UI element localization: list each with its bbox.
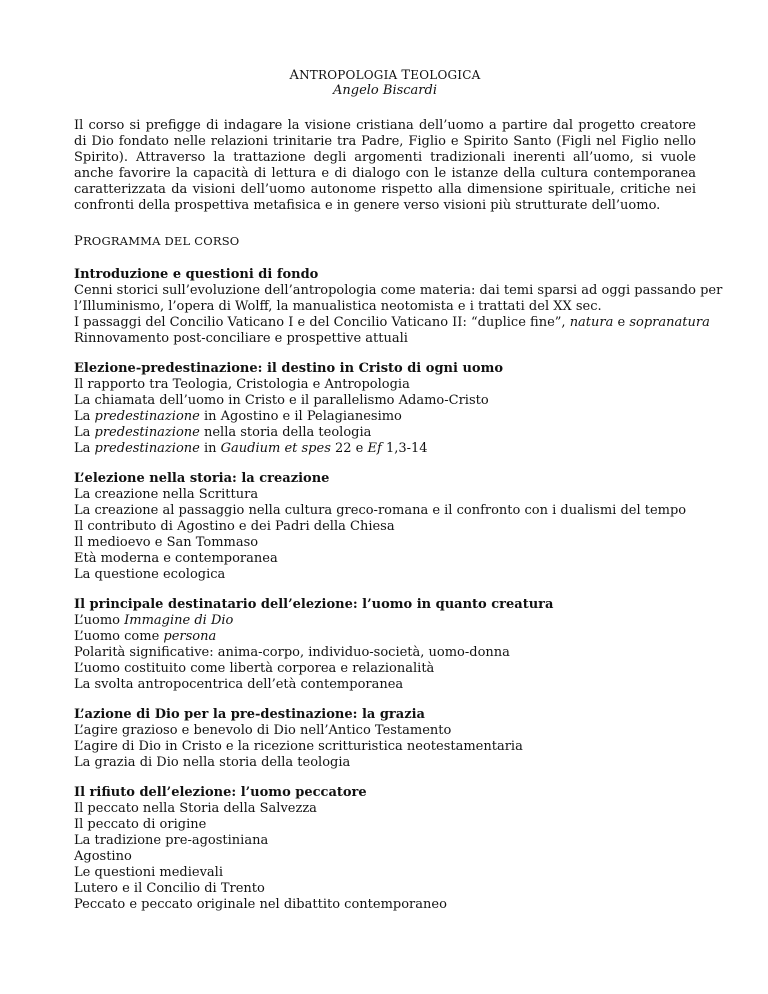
line-text: La <box>74 441 95 456</box>
intro-paragraph: Il corso si prefigge di indagare la visione cristiana dell’uomo a partire dal progetto creatore di Dio fondato nelle relazioni trinitarie tra Padre, Figlio e Spirito Santo (Figli nel Figlio nello Spirito). Attraverso la trattazione degli argomenti tradizionali inerenti all’uomo, si vuole anche favorire la capacità di lettura e di dialogo con le istanze della cultura contemporanea caratterizzata da visioni dell’uomo autonome rispetto alla dimensione spirituale, critiche nei confronti della prospettiva metafisica e in genere verso visioni più strutturate dell’uomo. <box>74 118 696 213</box>
title-cap-t: T <box>401 68 411 83</box>
section-line: Rinnovamento post-conciliare e prospettive attuali <box>74 331 408 346</box>
section-line <box>74 629 696 645</box>
italic-term: sopranatura <box>629 315 710 330</box>
section-line: La creazione al passaggio nella cultura greco-romana e il confronto con i dualismi del tempo <box>74 503 687 518</box>
section-line: L’uomo costituito come libertà corporea e relazionalità <box>74 661 435 676</box>
section-line: Il peccato nella Storia della Salvezza <box>74 801 317 816</box>
section-introduzione <box>74 267 723 347</box>
section-title: Introduzione e questioni di fondo <box>74 267 319 282</box>
section-title: L’elezione nella storia: la creazione <box>74 471 330 486</box>
section-line: L’agire grazioso e benevolo di Dio nell’Antico Testamento <box>74 723 452 738</box>
line-text: L’uomo <box>74 613 125 628</box>
section-line: Polarità significative: anima-corpo, individuo-società, uomo-donna <box>74 645 510 660</box>
italic-term: predestinazione <box>94 409 200 424</box>
section-creatura <box>74 597 696 693</box>
italic-term: Ef <box>367 441 382 456</box>
section-line: Il medioevo e San Tommaso <box>74 535 259 550</box>
section-line: La questione ecologica <box>74 567 226 582</box>
section-line <box>74 613 696 629</box>
section-line: La creazione nella Scrittura <box>74 487 259 502</box>
section-title: Il principale destinatario dell’elezione: l’uomo in quanto creatura <box>74 597 554 612</box>
section-line <box>74 315 710 331</box>
section-line <box>74 425 696 441</box>
section-line <box>74 409 696 425</box>
section-line: Le questioni medievali <box>74 865 223 880</box>
line-text: 22 e <box>330 441 368 456</box>
section-line: L’agire di Dio in Cristo e la ricezione scritturistica neotestamentaria <box>74 739 523 754</box>
title-rest-a: NTROPOLOGIA <box>299 68 398 82</box>
title-cap-a: A <box>289 68 300 83</box>
section-line: Il rapporto tra Teologia, Cristologia e Antropologia <box>74 377 410 392</box>
document-title <box>74 68 696 83</box>
line-text: L’uomo come <box>74 629 164 644</box>
section-line: Il peccato di origine <box>74 817 207 832</box>
italic-term: predestinazione <box>94 425 200 440</box>
section-line: Età moderna e contemporanea <box>74 551 278 566</box>
title-rest-t: EOLOGICA <box>410 68 481 82</box>
line-text: I passaggi del Concilio Vaticano I e del Concilio Vaticano II: “duplice fine”, <box>74 315 570 330</box>
section-line: La chiamata dell’uomo in Cristo e il parallelismo Adamo-Cristo <box>74 393 489 408</box>
italic-term: predestinazione <box>94 441 200 456</box>
line-text: nella storia della teologia <box>199 425 372 440</box>
document-page <box>74 68 723 913</box>
section-grazia <box>74 707 696 771</box>
section-title: L’azione di Dio per la pre-destinazione: la grazia <box>74 707 425 722</box>
line-text: in Agostino e il Pelagianesimo <box>199 409 402 424</box>
section-line: Lutero e il Concilio di Trento <box>74 881 265 896</box>
section-elezione <box>74 361 696 457</box>
section-line <box>74 441 696 457</box>
line-text: e <box>613 315 630 330</box>
program-heading-rest: ROGRAMMA DEL CORSO <box>82 234 240 248</box>
section-creazione <box>74 471 696 583</box>
section-line: La grazia di Dio nella storia della teologia <box>74 755 351 770</box>
section-line: La svolta antropocentrica dell’età contemporanea <box>74 677 404 692</box>
line-text: La <box>74 425 95 440</box>
section-line: l’Illuminismo, l’opera di Wolff, la manualistica neotomista e i trattati del XX sec. <box>74 299 602 314</box>
section-line: Il contributo di Agostino e dei Padri della Chiesa <box>74 519 395 534</box>
italic-term: Immagine di Dio <box>124 613 234 628</box>
italic-term: natura <box>569 315 614 330</box>
section-title: Elezione-predestinazione: il destino in Cristo di ogni uomo <box>74 361 503 376</box>
italic-term: Gaudium et spes <box>220 441 331 456</box>
section-line: Peccato e peccato originale nel dibattito contemporaneo <box>74 897 447 912</box>
program-heading <box>74 233 696 250</box>
line-text: La <box>74 409 95 424</box>
line-text: in <box>199 441 221 456</box>
author-name: Angelo Biscardi <box>333 83 437 98</box>
section-line: La tradizione pre-agostiniana <box>74 833 269 848</box>
section-title: Il rifiuto dell’elezione: l’uomo peccatore <box>74 785 367 800</box>
italic-term: persona <box>163 629 217 644</box>
program-heading-cap: P <box>74 234 83 249</box>
section-line: Agostino <box>74 849 132 864</box>
section-peccatore <box>74 785 696 913</box>
section-line: Cenni storici sull’evoluzione dell’antropologia come materia: dai temi sparsi ad oggi passando per <box>74 283 723 298</box>
line-text: 1,3-14 <box>381 441 428 456</box>
